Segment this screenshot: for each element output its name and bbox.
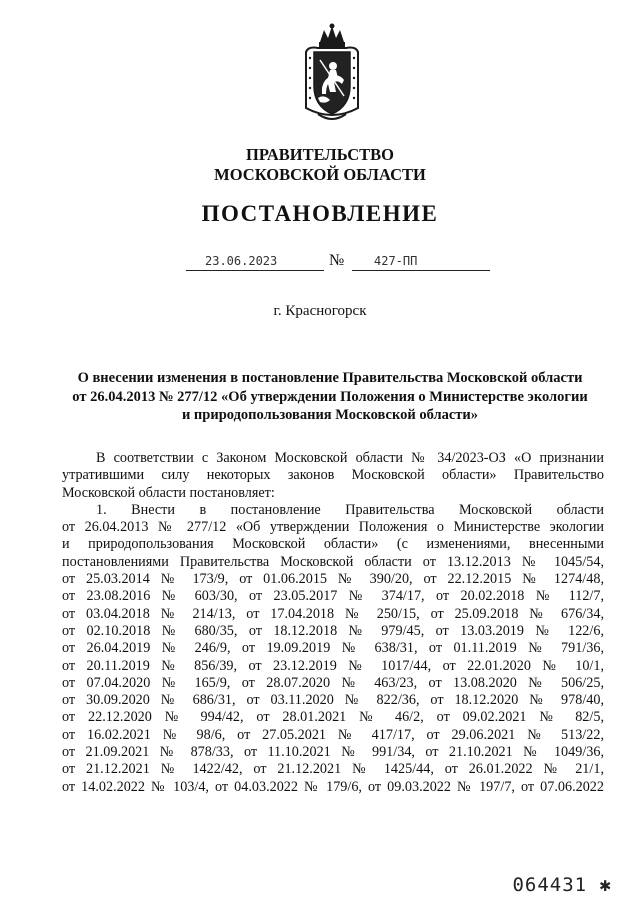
date-number-line [0,252,640,274]
item-1-line: от 23.08.2016 № 603/30, от 23.05.2017 № 374/17, от 20.02.2018 № 112/7, [62,588,604,605]
item-1-line: 1. Внести в постановление Правительства Московской области [96,501,604,518]
item-1-line: от 21.09.2021 № 878/33, от 11.10.2021 № 991/34, от 21.10.2021 № 1049/36, [62,744,604,761]
moscow-oblast-coat-of-arms-icon [300,22,364,124]
item-1-line: от 07.04.2020 № 165/9, от 28.07.2020 № 463/23, от 13.08.2020 № 506/25, [62,674,604,691]
subject-line: О внесении изменения в постановление Правительства Московской области [77,370,583,386]
government-line-1: ПРАВИТЕЛЬСТВО [246,145,394,164]
serial-star-mark: ✱ [599,874,612,896]
item-1-line: от 16.02.2021 № 98/6, от 27.05.2021 № 417/17, от 29.06.2021 № 513/22, [62,726,604,743]
city-name: г. Красногорск [273,303,367,319]
document-serial-code [512,874,612,896]
document-type-title: ПОСТАНОВЛЕНИЕ [201,201,439,226]
item-1-line: от 25.03.2014 № 173/9, от 01.06.2015 № 390/20, от 22.12.2015 № 1274/48, [62,571,604,588]
item-1-line: от 26.04.2013 № 277/12 «Об утверждении Положения о Министерстве экологии [62,519,604,536]
government-line-2: МОСКОВСКОЙ ОБЛАСТИ [214,165,426,184]
item-1-line: постановлениями Правительства Московской области от 13.12.2013 № 1045/54, [62,553,604,570]
item-1-line: от 21.12.2021 № 1422/42, от 21.12.2021 № 1425/44, от 26.01.2022 № 21/1, [62,761,604,778]
item-1-line: от 03.04.2018 № 214/13, от 17.04.2018 № 250/15, от 25.09.2018 № 676/34, [62,605,604,622]
serial-number: 064431 [512,874,588,896]
document-body [62,450,604,796]
item-1-line: от 02.10.2018 № 680/35, от 18.12.2018 № 979/45, от 13.03.2019 № 122/6, [62,622,604,639]
preamble-line: утратившими силу некоторых законов Московской области» Правительство [62,467,604,484]
item-1-line: от 22.12.2020 № 994/42, от 28.01.2021 № 46/2, от 09.02.2021 № 82/5, [62,709,604,726]
subject-line: от 26.04.2013 № 277/12 «Об утверждении Положения о Министерстве экологии [72,388,588,405]
government-name [0,145,640,185]
date-underline [186,270,324,271]
number-underline [352,270,490,271]
item-1-line: от 30.09.2020 № 686/31, от 03.11.2020 № 822/36, от 18.12.2020 № 978/40, [62,692,604,709]
item-1-line: от 26.04.2019 № 246/9, от 19.09.2019 № 638/31, от 01.11.2019 № 791/36, [62,640,604,657]
item-1-line: от 14.02.2022 № 103/4, от 04.03.2022 № 179/6, от 09.03.2022 № 197/7, от 07.06.2022 [62,778,604,795]
item-1-line: и природопользования Московской области» (с изменениями, внесенными [62,536,604,553]
subject-line: и природопользования Московской области» [181,407,479,423]
item-1-line: от 20.11.2019 № 856/39, от 23.12.2019 № 1017/44, от 22.01.2020 № 10/1, [62,657,604,674]
number-sign: № [329,252,345,269]
document-number: 427-ПП [374,254,418,268]
document-date: 23.06.2023 [205,254,278,268]
document-subject [56,369,604,425]
preamble-line: Московской области постановляет: [62,484,275,501]
preamble-line: В соответствии с Законом Московской области № 34/2023-ОЗ «О признании [96,450,604,466]
